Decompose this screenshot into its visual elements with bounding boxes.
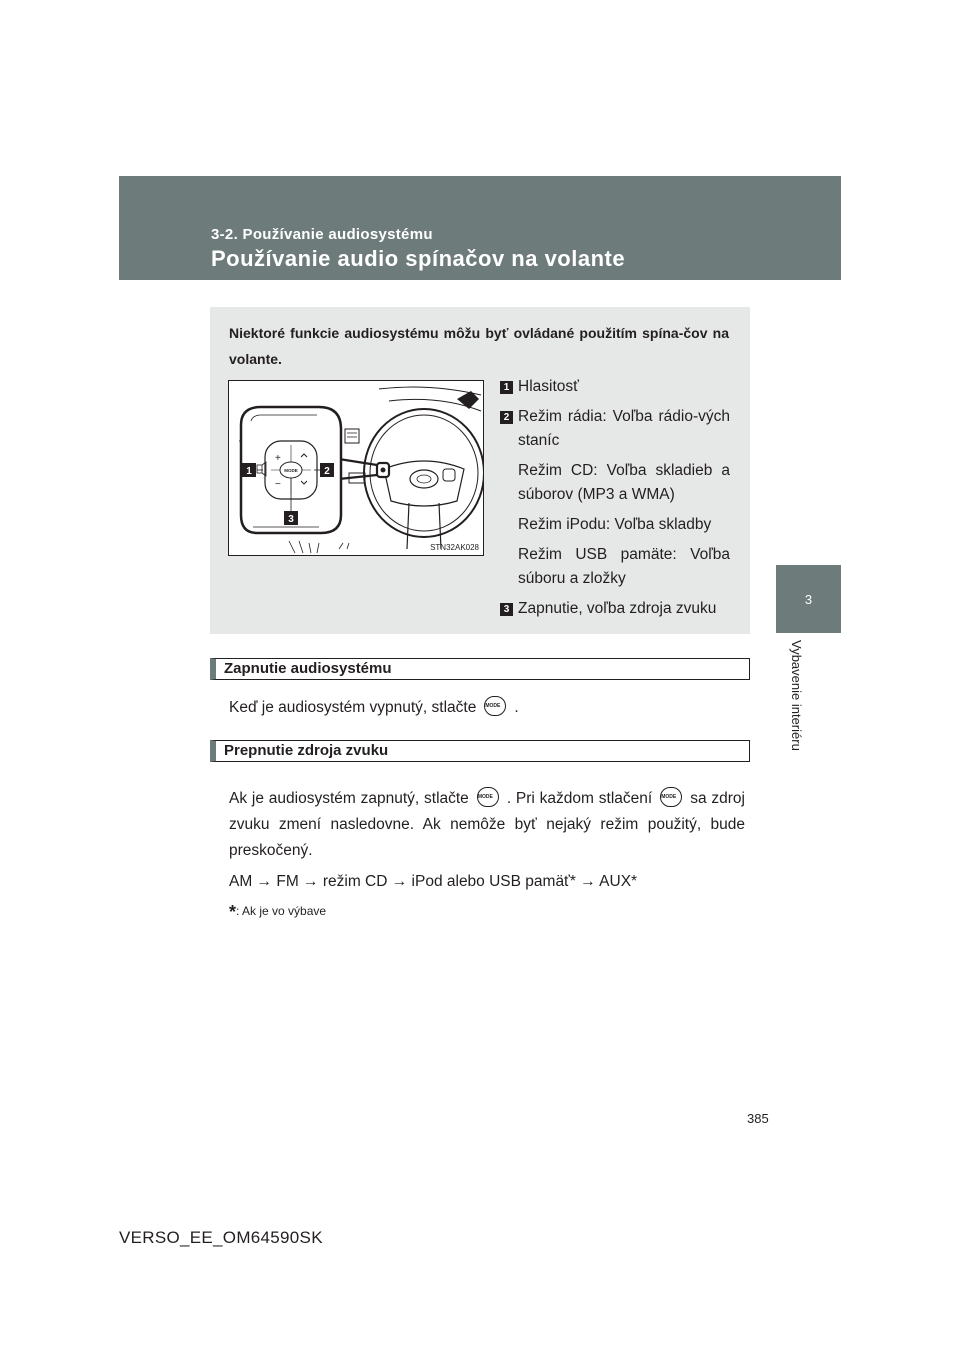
steering-switch-illustration [228,380,484,556]
mode-button-icon: MODE [477,787,499,807]
figure-badge-1: 1 [246,466,252,477]
figure-badge-3: 3 [288,514,294,525]
figure-code: STN32AK028 [430,543,479,552]
chapter-tab[interactable] [776,565,841,633]
source-text-after: sa [690,790,707,807]
source-sequence: AM → FM → režim CD → iPod alebo USB pamäť* → AUX* [229,873,638,890]
page-number: 385 [747,1111,769,1126]
callout-text: Režim CD: Voľba skladieb a súborov (MP3 a WMA) [518,462,730,503]
callout-text: Režim rádia: Voľba rádio-vých staníc [518,408,730,449]
callout-text: Režim USB pamäte: Voľba súboru a zložky [518,546,730,587]
steering-wheel-drawing [229,381,483,555]
document-code: VERSO_EE_OM64590SK [119,1228,323,1247]
callout-text: Zapnutie, voľba zdroja zvuku [518,600,717,617]
mode-button-label: MODE [284,468,298,473]
callout-item-1 [500,375,730,399]
power-on-text-after: . [514,699,519,716]
svg-text:+: + [275,453,281,464]
source-text-middle: . Pri každom stlačení [506,790,653,807]
svg-text:−: − [275,479,281,490]
footnote-text: : Ak je vo výbave [236,904,327,918]
callout-list [500,375,730,621]
footnote-star: * [229,902,237,922]
figure-badge-2: 2 [324,466,330,477]
section-heading-power-on: Zapnutie audiosystému [210,658,750,680]
callout-text: Hlasitosť [518,378,579,395]
callout-badge-1: 1 [500,381,513,394]
footnote [229,902,326,923]
section-label: 3-2. Používanie audiosystému [211,226,433,243]
source-text-before: Ak je audiosystém zapnutý, stlačte [229,790,469,807]
mode-button-icon: MODE [660,787,682,807]
chapter-label: Vybavenie interiéru [789,640,804,751]
chapter-number: 3 [804,591,813,607]
power-on-text-before: Keď je audiosystém vypnutý, stlačte [229,699,477,716]
section-heading-source-switch: Prepnutie zdroja zvuku [210,740,750,762]
callout-text: Režim iPodu: Voľba skladby [518,516,712,533]
intro-text: Niektoré funkcie audiosystému môžu byť ovládané použitím spína-čov na volante. [229,325,729,367]
source-text-rest: zdroj zvuku zmení nasledovne. Ak nemôže byť nejaký režim použitý, bude preskočený. [229,790,745,859]
power-on-text [229,695,745,721]
mode-button-icon: MODE [484,696,506,716]
callout-badge-3: 3 [500,603,513,616]
page-title: Používanie audio spínačov na volante [211,246,626,271]
source-switch-text [229,786,745,864]
callout-item-2 [500,405,730,591]
callout-badge-2: 2 [500,411,513,424]
callout-item-3 [500,597,730,621]
